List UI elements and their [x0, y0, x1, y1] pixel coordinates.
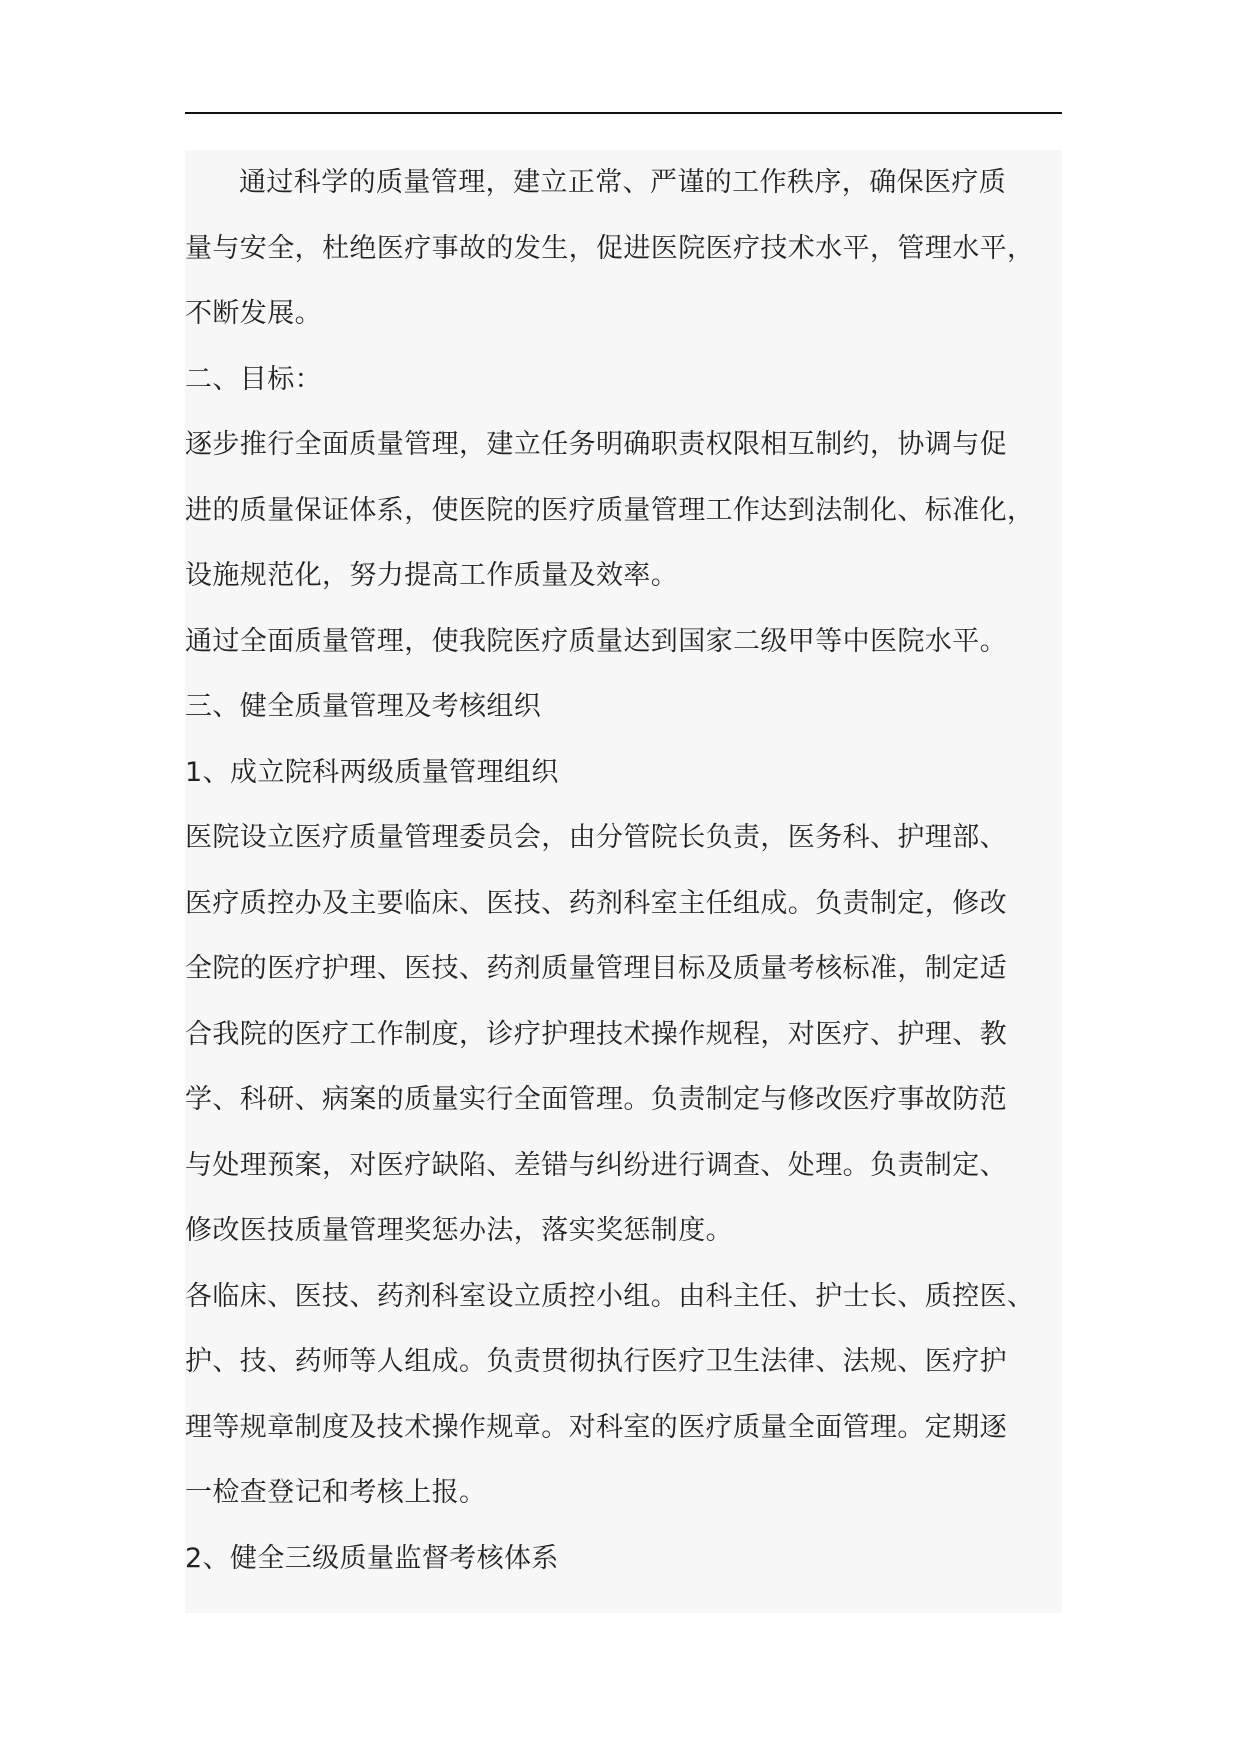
paragraph-line: 与处理预案，对医疗缺陷、差错与纠纷进行调查、处理。负责制定、 — [185, 1149, 1007, 1181]
paragraph-line: 修改医技质量管理奖惩办法，落实奖惩制度。 — [185, 1215, 733, 1246]
header-rule — [185, 112, 1062, 114]
paragraph-line: 设施规范化，努力提高工作质量及效率。 — [185, 560, 679, 591]
paragraph-line: 合我院的医疗工作制度，诊疗护理技术操作规程，对医疗、护理、教 — [185, 1018, 1007, 1050]
paragraph-line: 医疗质控办及主要临床、医技、药剂科室主任组成。负责制定，修改 — [185, 887, 1007, 919]
paragraph-line: 通过科学的质量管理，建立正常、严谨的工作秩序，确保医疗质 — [239, 167, 1007, 198]
document-body — [185, 150, 1062, 1613]
paragraph-line: 理等规章制度及技术操作规章。对科室的医疗质量全面管理。定期逐 — [185, 1411, 1007, 1443]
paragraph-line: 量与安全，杜绝医疗事故的发生，促进医院医疗技术水平，管理水平， — [185, 232, 1035, 264]
paragraph-line: 护、技、药师等人组成。负责贯彻执行医疗卫生法律、法规、医疗护 — [185, 1346, 1007, 1377]
paragraph-line: 通过全面质量管理，使我院医疗质量达到国家二级甲等中医院水平。 — [185, 625, 1007, 657]
section-heading: 二、目标： — [185, 363, 322, 395]
subsection-heading: 1、成立院科两级质量管理组织 — [185, 756, 559, 788]
paragraph-line: 学、科研、病案的质量实行全面管理。负责制定与修改医疗事故防范 — [185, 1084, 1007, 1115]
paragraph-line: 一检查登记和考核上报。 — [185, 1477, 487, 1508]
subsection-heading: 2、健全三级质量监督考核体系 — [185, 1542, 559, 1574]
section-heading: 三、健全质量管理及考核组织 — [185, 691, 542, 722]
paragraph-line: 逐步推行全面质量管理，建立任务明确职责权限相互制约，协调与促 — [185, 429, 1007, 460]
paragraph-line: 各临床、医技、药剂科室设立质控小组。由科主任、护士长、质控医、 — [185, 1280, 1035, 1312]
paragraph-line: 不断发展。 — [185, 298, 322, 329]
paragraph-line: 医院设立医疗质量管理委员会，由分管院长负责，医务科、护理部、 — [185, 822, 1007, 853]
paragraph-line: 全院的医疗护理、医技、药剂质量管理目标及质量考核标准，制定适 — [185, 953, 1007, 984]
paragraph-line: 进的质量保证体系，使医院的医疗质量管理工作达到法制化、标准化， — [185, 494, 1035, 526]
block-padding — [185, 1591, 1062, 1613]
